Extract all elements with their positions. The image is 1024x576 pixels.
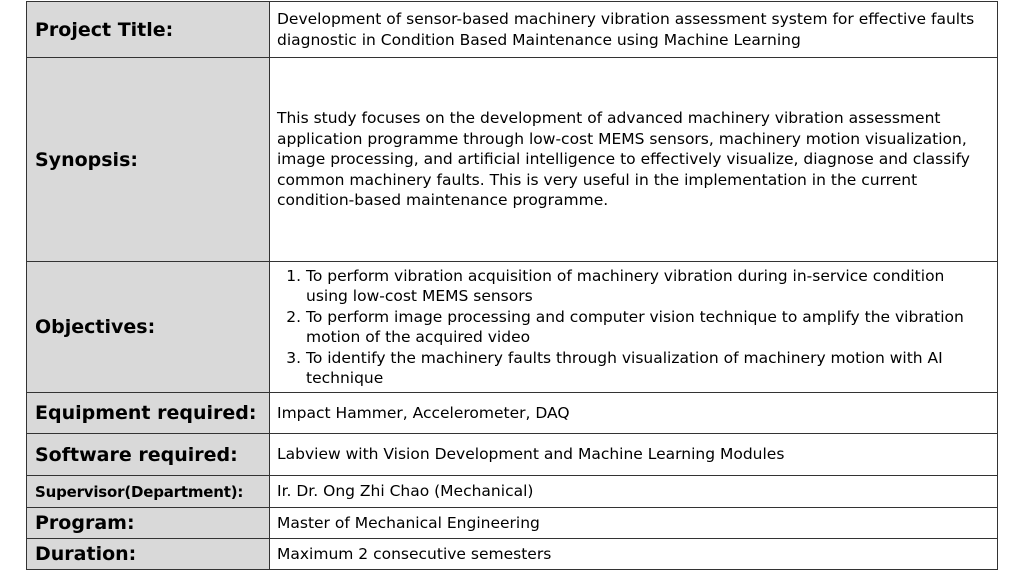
equipment-value: Impact Hammer, Accelerometer, DAQ: [270, 393, 998, 434]
project-title-value: [270, 2, 998, 58]
supervisor-value: Ir. Dr. Ong Zhi Chao (Mechanical): [270, 476, 998, 508]
duration-row: [27, 539, 998, 570]
project-info-table: [26, 1, 998, 570]
objectives-row: [27, 262, 998, 393]
program-row: [27, 508, 998, 539]
supervisor-label: Supervisor(Department):: [27, 476, 270, 508]
project-title-text: Development of sensor-based machinery vibration assessment system for effective faults diagnostic in Condition Based Maintenance using Machine Learning: [277, 10, 975, 49]
synopsis-text: This study focuses on the development of advanced machinery vibration assessment application programme through low-cost MEMS sensors, machinery motion visualization, image processing, and artificial intelligence to effectively visualize, diagnose and classify common machinery faults. This is very useful in the implementation in the current condition-based maintenance programme.: [277, 109, 970, 210]
equipment-row: [27, 393, 998, 434]
objective-item-3: 3. To identify the machinery faults through visualization of machinery motion with AI technique: [306, 348, 991, 389]
supervisor-row: [27, 476, 998, 508]
duration-value: Maximum 2 consecutive semesters: [270, 539, 998, 570]
synopsis-row: [27, 58, 998, 262]
objectives-value: [270, 262, 998, 393]
duration-label: Duration:: [27, 539, 270, 570]
program-value: Master of Mechanical Engineering: [270, 508, 998, 539]
synopsis-value: [270, 58, 998, 262]
project-title-row: [27, 2, 998, 58]
synopsis-label: Synopsis:: [27, 58, 270, 262]
software-row: [27, 434, 998, 476]
objectives-label: Objectives:: [27, 262, 270, 393]
software-label: Software required:: [27, 434, 270, 476]
equipment-label: Equipment required:: [27, 393, 270, 434]
objectives-list: [277, 266, 991, 389]
software-value: Labview with Vision Development and Machine Learning Modules: [270, 434, 998, 476]
project-title-label: Project Title:: [27, 2, 270, 58]
objective-item-1: 1. To perform vibration acquisition of machinery vibration during in-service condition using low-cost MEMS sensors: [306, 266, 991, 307]
program-label: Program:: [27, 508, 270, 539]
objective-item-2: 2. To perform image processing and computer vision technique to amplify the vibration motion of the acquired video: [306, 307, 991, 348]
